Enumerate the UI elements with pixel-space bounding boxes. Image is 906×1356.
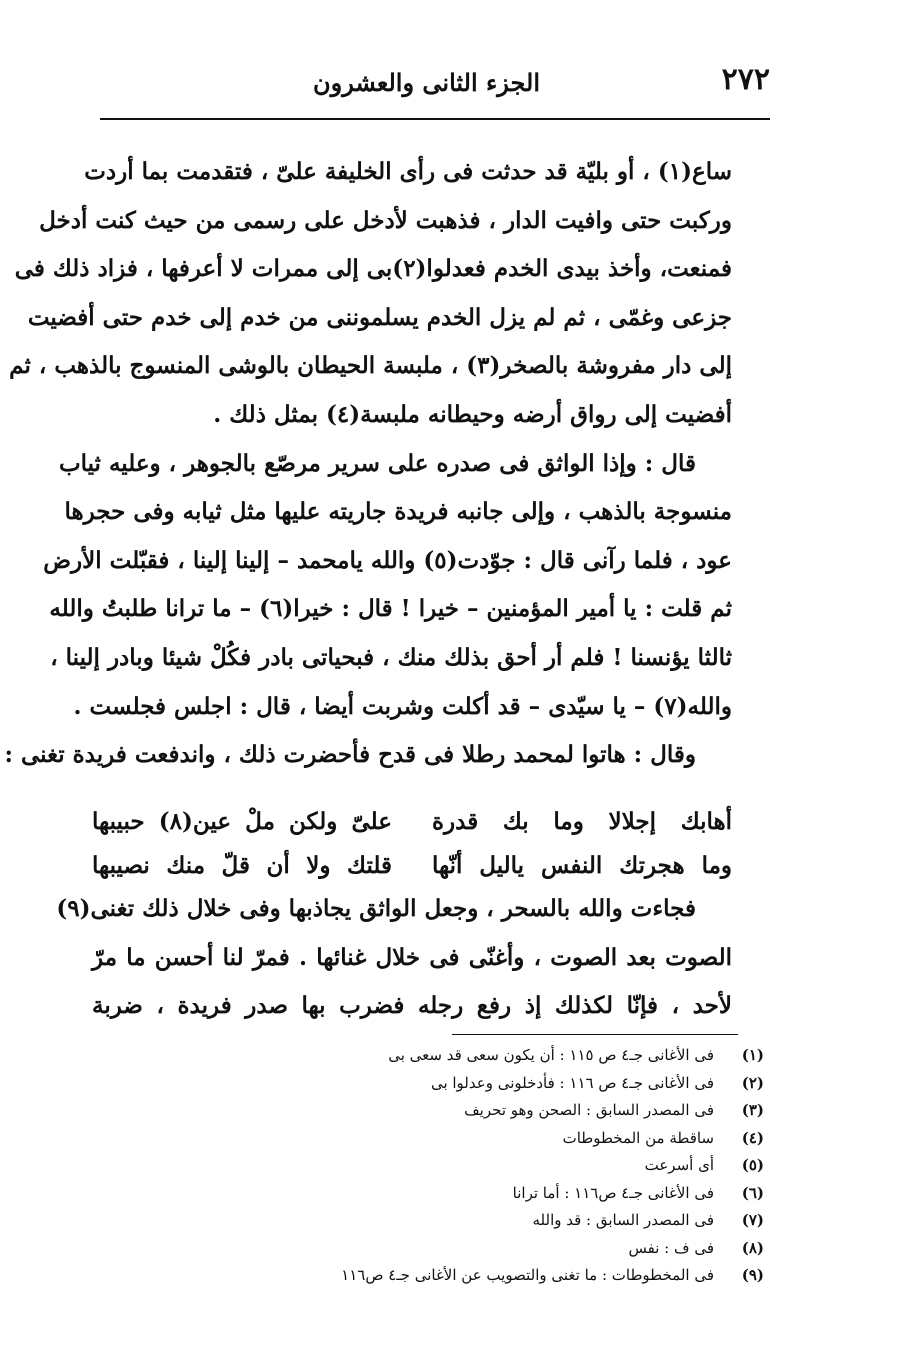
page-header	[98, 62, 770, 102]
verse-first-hemistich: أهابك إجلالا وما بك قدرة	[432, 808, 732, 835]
footnote	[244, 1180, 764, 1208]
text-line: فمنعت، وأخذ بيدى الخدم فعدلوا(٢)بى إلى ممرات لا أعرفها ، فزاد ذلك فى	[14, 255, 732, 283]
footnote-text: أى أسرعت	[644, 1156, 714, 1174]
text-line: ثم قلت : يا أمير المؤمنين – خيرا ! قال : خيرا(٦) – ما ترانا طلبتُ والله	[49, 595, 732, 623]
text-line: وركبت حتى وافيت الدار ، فذهبت لأدخل على رسمى من حيث كنت أدخل	[39, 206, 732, 234]
footnote-text: فى الأغانى جـ٤ ص ١١٦ : فأدخلونى وعدلوا بى	[430, 1073, 714, 1092]
footnote-text: فى الأغانى جـ٤ ص ١١٥ : أن يكون سعى قد سعى بى	[388, 1046, 714, 1064]
verse-second-hemistich: قلتك ولا أن قلّ منك نصيبها	[92, 852, 392, 879]
footnote-number: (٨)	[741, 1238, 764, 1257]
footnote-number: (٦)	[741, 1183, 764, 1202]
text-line: منسوجة بالذهب ، وإلى جانبه فريدة جاريته عليها مثل ثيابه وفى حجرها	[64, 498, 732, 526]
text-line: قال : وإذا الواثق فى صدره على سرير مرصّع بالجوهر ، وعليه ثياب	[58, 449, 696, 477]
footnote	[244, 1042, 764, 1070]
footnote	[244, 1125, 764, 1153]
poem	[92, 800, 732, 888]
text-line: أفضيت إلى رواق أرضه وحيطانه ملبسة(٤) بمثل ذلك .	[213, 400, 732, 428]
text-line: الصوت بعد الصوت ، وأغنّى فى خلال غنائها . فمرّ لنا أحسن ما مرّ	[92, 943, 732, 971]
footnotes	[244, 1042, 764, 1290]
main-text	[4, 148, 732, 780]
footnote-number: (٧)	[741, 1211, 764, 1229]
poem-verse	[92, 844, 732, 888]
continuation-text	[56, 884, 732, 1030]
text-line: وقال : هاتوا لمحمد رطلا فى قدح فأحضرت ذلك ، واندفعت فريدة تغنى :	[4, 741, 696, 769]
running-title: الجزء الثانى والعشرون	[313, 68, 540, 97]
footnote-text: فى الأغانى جـ٤ ص١١٦ : أما ترانا	[512, 1183, 714, 1202]
footnote-text: فى ف : نفس	[628, 1238, 714, 1257]
footnote	[244, 1207, 764, 1235]
footnote-number: (٩)	[741, 1266, 764, 1284]
footnote	[244, 1262, 764, 1290]
footnote-number: (٤)	[741, 1128, 764, 1147]
footnote-number: (٥)	[741, 1156, 764, 1174]
text-line: فجاءت والله بالسحر ، وجعل الواثق يجاذبها وفى خلال ذلك تغنى(٩)	[56, 895, 696, 922]
footnote-rule	[452, 1034, 738, 1035]
text-line: ثالثا يؤنسنا ! فلم أر أحق بذلك منك ، فبحياتى بادر فكُلْ شيئا وبادر إلينا ،	[50, 643, 732, 671]
text-line: ساع(١) ، أو بليّة قد حدثت فى رأى الخليفة علىّ ، فتقدمت بما أردت	[84, 158, 732, 185]
footnote-number: (٣)	[741, 1101, 764, 1119]
footnote-number: (٢)	[741, 1073, 764, 1092]
text-line: لأحد ، فإنّا لكذلك إذ رفع رجله فضرب بها صدر فريدة ، ضربة	[92, 992, 732, 1020]
footnote-text: ساقطة من المخطوطات	[562, 1128, 714, 1147]
text-line: عود ، فلما رآنى قال : جوّدت(٥) والله يامحمد – إلينا إلينا ، فقبّلت الأرض	[43, 546, 732, 574]
footnote-text: فى المصدر السابق : قد والله	[532, 1211, 714, 1229]
footnote-text: فى المخطوطات : ما تغنى والتصويب عن الأغانى جـ٤ ص١١٦	[341, 1266, 714, 1284]
footnote	[244, 1235, 764, 1263]
footnote-text: فى المصدر السابق : الصحن وهو تحريف	[464, 1101, 714, 1119]
footnote-number: (١)	[741, 1046, 764, 1064]
verse-second-hemistich: علىّ ولكن ملْ عين(٨) حبيبها	[92, 808, 392, 835]
footnote	[244, 1070, 764, 1098]
page-number: ٢٧٢	[721, 62, 770, 97]
text-line: جزعى وغمّى ، ثم لم يزل الخدم يسلموننى من خدم إلى خدم حتى أفضيت	[27, 303, 732, 331]
footnote	[244, 1152, 764, 1180]
text-line: والله(٧) – يا سيّدى – قد أكلت وشربت أيضا ، قال : اجلس فجلست .	[73, 692, 732, 720]
header-rule	[100, 118, 770, 120]
poem-verse	[92, 800, 732, 844]
text-line: إلى دار مفروشة بالصخر(٣) ، ملبسة الحيطان بالوشى المنسوج بالذهب ، ثم	[9, 352, 732, 380]
footnote	[244, 1097, 764, 1125]
verse-first-hemistich: وما هجرتك النفس ياليل أنّها	[432, 852, 732, 879]
